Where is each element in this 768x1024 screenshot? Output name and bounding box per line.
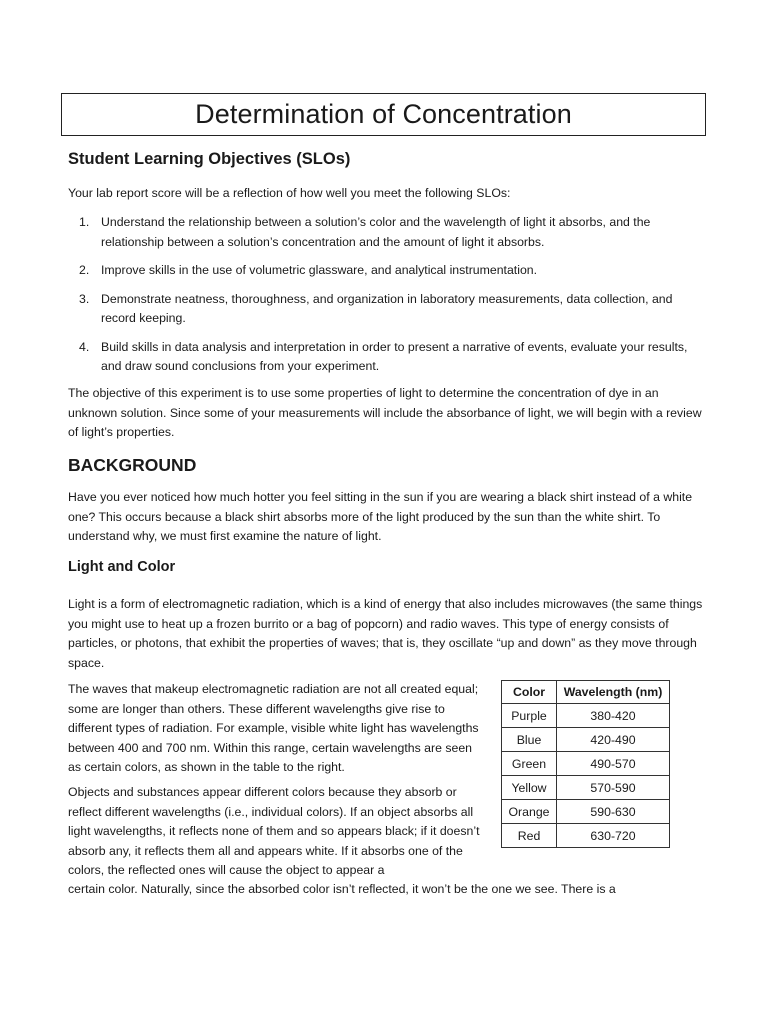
slo-item (68, 213, 708, 252)
color-cell: Yellow (502, 776, 557, 800)
slo-item (68, 338, 708, 377)
slo-item-number: 3. (79, 291, 90, 306)
wavelength-cell: 570-590 (557, 776, 670, 800)
color-cell: Purple (502, 704, 557, 728)
wavelength-cell: 590-630 (557, 800, 670, 824)
light-paragraph-3: Objects and substances appear different colors because they absorb or reflect different wavelengths (i.e., individual colors). If an object absorbs all light wavelengths, it reflects none of them and so appears black; if it doesn’t absorb any, it reflects them all and appears white. If it absorbs one of the colors, the reflected ones will cause the object to appear a (68, 785, 480, 877)
light-paragraph-1: Light is a form of electromagnetic radiation, which is a kind of energy that also includes microwaves (the same things you might use to heat up a frozen burrito or a bag of popcorn) and radio waves. This type of energy consists of particles, or photons, that exhibit the properties of waves; that is, they oscillate “up and down” as they move through space. (68, 597, 703, 670)
table-row (502, 800, 670, 824)
slo-item-text: Demonstrate neatness, thoroughness, and organization in laboratory measurements, data collection, and record keeping. (101, 291, 673, 325)
color-cell: Orange (502, 800, 557, 824)
table-row (502, 728, 670, 752)
table-row (502, 824, 670, 848)
light-color-heading: Light and Color (68, 559, 176, 575)
slo-list (68, 213, 708, 386)
slo-intro: Your lab report score will be a reflection of how well you meet the following SLOs: (68, 186, 511, 200)
page-title: Determination of Concentration (195, 99, 572, 129)
table-header-row (502, 681, 670, 704)
slo-item (68, 261, 708, 281)
background-paragraph: Have you ever noticed how much hotter you feel sitting in the sun if you are wearing a black shirt instead of a white one? This occurs because a black shirt absorbs more of the light produced by the sun than the white shirt. To understand why, we must first examine the nature of light. (68, 490, 693, 543)
light-paragraph-3-continued: certain color. Naturally, since the absorbed color isn’t reflected, it won’t be the one we see. There is a (68, 882, 616, 896)
wavelength-cell: 420-490 (557, 728, 670, 752)
table-row (502, 752, 670, 776)
column-header-color: Color (502, 681, 557, 704)
wavelength-cell: 630-720 (557, 824, 670, 848)
slo-item-text: Understand the relationship between a solution’s color and the wavelength of light it absorbs, and the relationship between a solution’s concentration and the amount of light it absorbs. (101, 215, 651, 249)
wavelength-cell: 380-420 (557, 704, 670, 728)
table-row (502, 776, 670, 800)
slo-item-number: 1. (79, 215, 90, 229)
slo-item (68, 290, 708, 329)
background-heading: BACKGROUND (68, 455, 197, 475)
color-cell: Blue (502, 728, 557, 752)
column-header-wavelength: Wavelength (nm) (557, 681, 670, 704)
slo-item-text: Improve skills in the use of volumetric glassware, and analytical instrumentation. (101, 263, 538, 277)
slo-item-number: 2. (79, 263, 90, 277)
slo-item-number: 4. (79, 339, 90, 354)
title-box (61, 93, 706, 136)
objective-paragraph: The objective of this experiment is to use some properties of light to determine the concentration of dye in an unknown solution. Since some of your measurements will include the absorbance of light, we will begin with a review of light’s properties. (68, 386, 702, 439)
color-cell: Green (502, 752, 557, 776)
slo-item-text: Build skills in data analysis and interpretation in order to present a narrative of events, evaluate your results, and draw sound conclusions from your experiment. (101, 339, 688, 373)
table-row (502, 704, 670, 728)
slo-heading: Student Learning Objectives (SLOs) (68, 150, 351, 168)
wavelength-table (501, 680, 670, 848)
light-paragraph-2: The waves that makeup electromagnetic radiation are not all created equal; some are longer than others. These different wavelengths give rise to different types of radiation. For example, visible white light has wavelengths between 400 and 700 nm. Within this range, certain wavelengths are seen as certain colors, as shown in the table to the right. (68, 682, 479, 774)
color-cell: Red (502, 824, 557, 848)
wavelength-cell: 490-570 (557, 752, 670, 776)
